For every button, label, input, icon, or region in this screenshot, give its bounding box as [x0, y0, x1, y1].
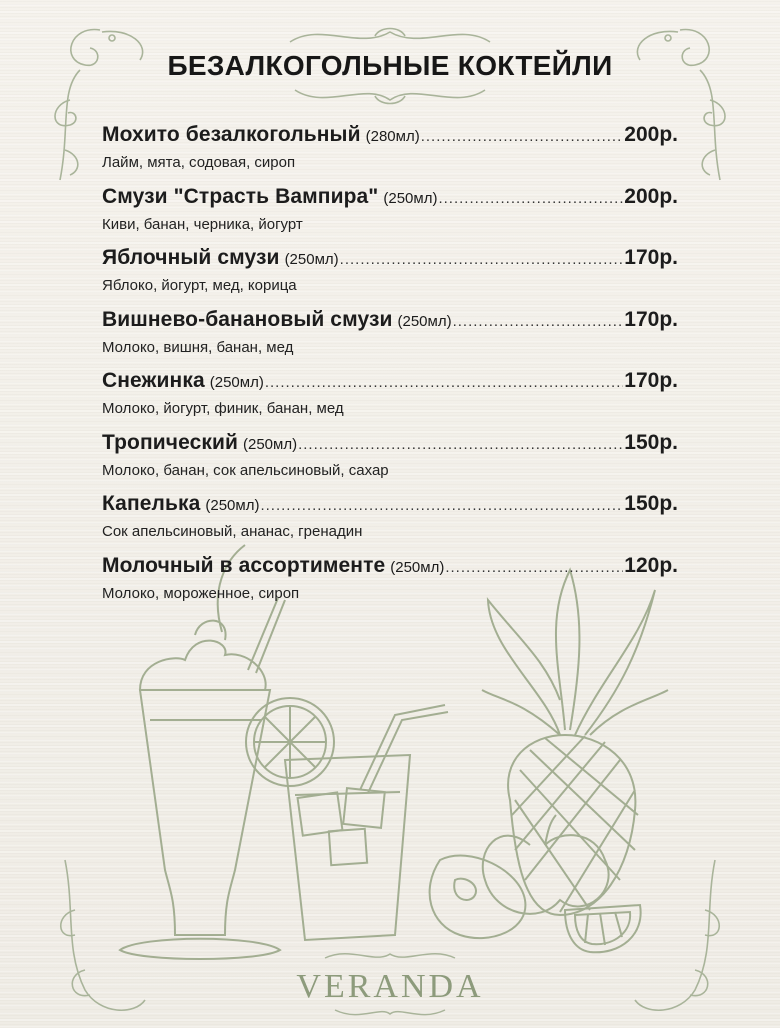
item-description: Яблоко, йогурт, мед, корица	[102, 277, 297, 294]
item-name: Вишнево-банановый смузи	[102, 307, 393, 331]
item-description: Молоко, йогурт, финик, банан, мед	[102, 400, 344, 417]
item-description: Молоко, банан, сок апельсиновый, сахар	[102, 461, 389, 479]
item-description: Молоко, вишня, банан, мед	[102, 338, 294, 356]
leader-dots	[421, 128, 624, 145]
item-description: Сок апельсиновый, ананас, гренадин	[102, 523, 363, 540]
menu-item	[102, 431, 678, 493]
menu-item	[102, 554, 678, 616]
item-name: Яблочный смузи	[102, 246, 280, 269]
item-price: 170р.	[624, 307, 678, 331]
item-price: 150р.	[624, 492, 678, 515]
menu-item	[102, 246, 678, 308]
item-volume: (250мл)	[284, 251, 339, 268]
item-volume: (280мл)	[365, 128, 420, 145]
item-price: 170р.	[624, 246, 678, 269]
item-price: 120р.	[624, 553, 678, 577]
item-volume: (250мл)	[205, 497, 260, 514]
item-description: Киви, банан, черника, йогурт	[102, 215, 303, 233]
item-name: Мохито безалкогольный	[102, 123, 361, 146]
menu-item	[102, 492, 678, 554]
page-title: БЕЗАЛКОГОЛЬНЫЕ КОКТЕЙЛИ	[167, 50, 613, 81]
leader-dots	[340, 251, 624, 268]
menu-item	[102, 308, 678, 370]
item-volume: (250мл)	[242, 435, 298, 453]
leader-dots	[265, 374, 623, 391]
leader-dots	[438, 190, 623, 207]
item-price: 170р.	[624, 369, 678, 392]
item-description: Молоко, мороженное, сироп	[102, 584, 300, 602]
menu-item	[102, 185, 678, 247]
item-volume: (250мл)	[390, 558, 445, 576]
menu-item	[102, 369, 678, 431]
leader-dots	[453, 313, 624, 330]
item-volume: (250мл)	[383, 189, 438, 207]
item-name: Капелька	[102, 492, 201, 515]
item-name: Снежинка	[102, 369, 205, 392]
item-description: Лайм, мята, содовая, сироп	[102, 154, 296, 171]
brand-logo-text: VERANDA	[296, 968, 484, 1005]
leader-dots	[260, 497, 623, 514]
item-volume: (250мл)	[209, 374, 264, 391]
leader-dots	[298, 436, 623, 453]
menu-item	[102, 123, 678, 185]
menu-list	[102, 123, 678, 615]
item-volume: (250мл)	[397, 312, 452, 330]
item-price: 200р.	[624, 123, 678, 146]
leader-dots	[445, 559, 623, 576]
item-name: Смузи "Страсть Вампира"	[102, 184, 379, 208]
item-name: Молочный в ассортименте	[102, 553, 386, 577]
item-price: 200р.	[624, 184, 678, 208]
item-name: Тропический	[102, 430, 238, 454]
item-price: 150р.	[624, 430, 678, 454]
